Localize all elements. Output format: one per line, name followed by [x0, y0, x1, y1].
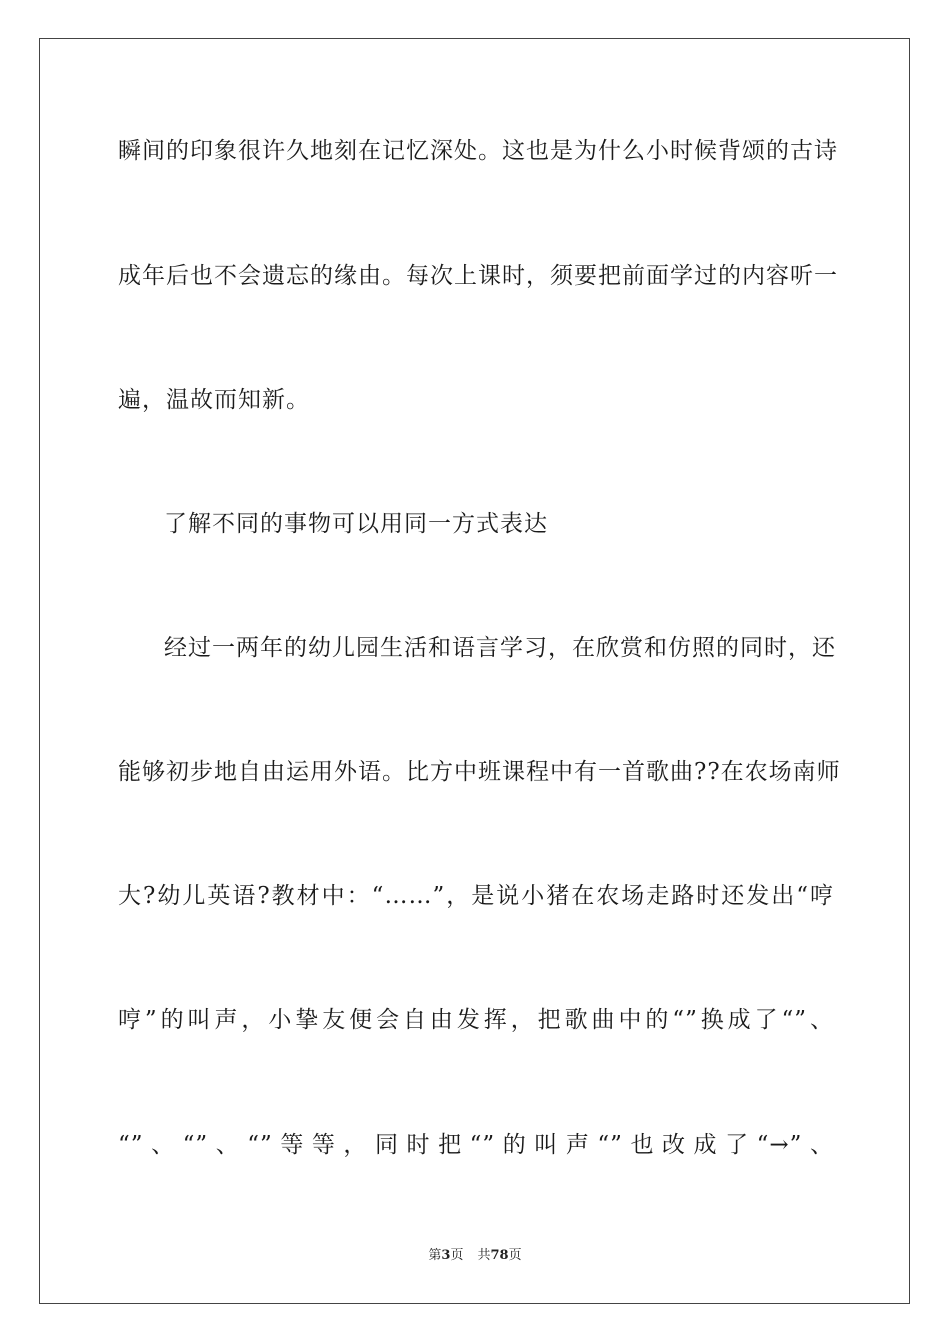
section-heading: 了解不同的事物可以用同一方式表达 — [164, 511, 548, 537]
text-line-6: 能够初步地自由运用外语。比方中班课程中有一首歌曲??在农场南师 — [118, 759, 841, 785]
text-line-7: 大?幼儿英语?教材中：“……”，是说小猪在农场走路时还发出“哼 — [118, 883, 834, 909]
text-line-5: 经过一两年的幼儿园生活和语言学习，在欣赏和仿照的同时，还 — [164, 635, 836, 661]
total-suffix: 页 — [508, 1248, 522, 1263]
page-footer — [0, 1248, 950, 1264]
text-line-1: 瞬间的印象很许久地刻在记忆深处。这也是为什么小时候背颂的古诗 — [118, 138, 838, 164]
page-number: 3 — [441, 1248, 451, 1263]
text-line-9: “”、“”、“”等等，同时把“”的叫声“”也改成了“→”、 — [118, 1132, 834, 1158]
page-suffix: 页 — [450, 1248, 464, 1263]
total-prefix: 共 — [477, 1248, 491, 1263]
total-pages: 78 — [490, 1248, 509, 1263]
text-line-2: 成年后也不会遗忘的缘由。每次上课时，须要把前面学过的内容听一 — [118, 263, 838, 289]
text-line-3: 遍，温故而知新。 — [118, 387, 310, 413]
text-line-8: 哼”的叫声，小挚友便会自由发挥，把歌曲中的“”换成了“”、 — [118, 1007, 834, 1033]
page-border — [39, 38, 910, 1304]
page-prefix: 第 — [428, 1248, 442, 1263]
